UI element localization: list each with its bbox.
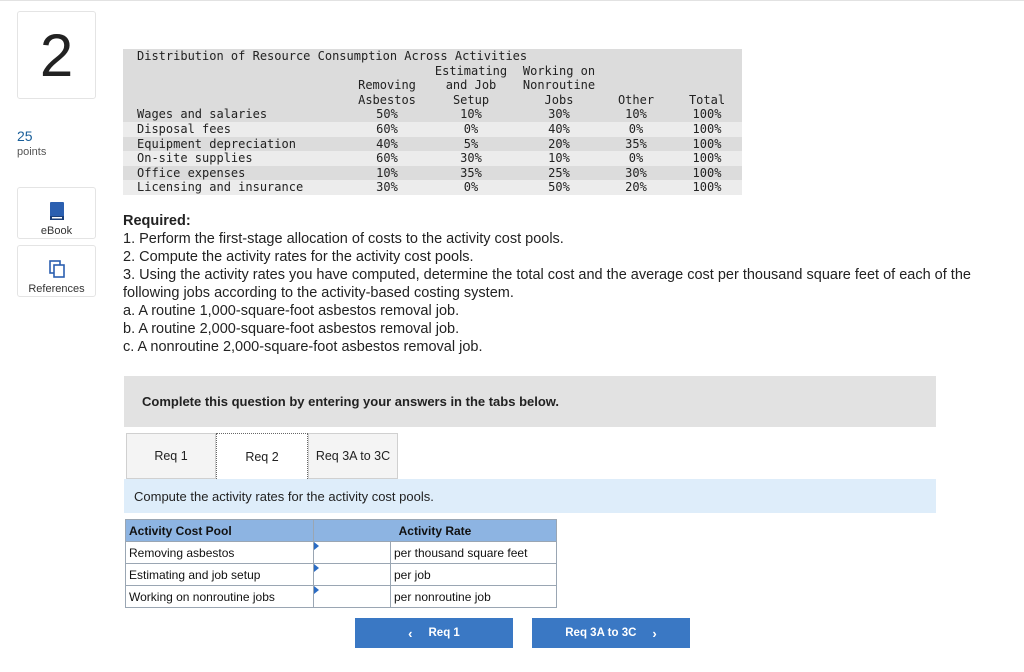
header-other: Other — [617, 92, 655, 107]
cell-value: 0% — [628, 122, 644, 136]
distribution-table — [123, 49, 742, 194]
rate-input-estimating[interactable] — [314, 564, 390, 585]
copy-icon — [48, 259, 66, 279]
cell-value: 40% — [548, 122, 570, 136]
references-button[interactable] — [17, 245, 96, 297]
pool-label: Working on nonroutine jobs — [126, 586, 314, 608]
rate-input-working[interactable] — [314, 586, 390, 607]
instruction-banner: Complete this question by entering your answers in the tabs below. — [124, 376, 936, 427]
required-line: c. A nonroutine 2,000-square-foot asbestos removal job. — [123, 339, 483, 355]
cell-value: 100% — [692, 151, 722, 166]
cell-value: 60% — [376, 151, 398, 166]
rate-unit: per job — [391, 564, 557, 586]
cell-value: 100% — [692, 165, 722, 180]
tab-req-3a-to-3c[interactable]: Req 3A to 3C — [308, 433, 398, 479]
row-label: Licensing and insurance — [137, 180, 304, 195]
distribution-title: Distribution of Resource Consumption Across Activities — [137, 49, 528, 63]
cell-value: 100% — [692, 122, 722, 136]
table-header-row — [126, 520, 557, 542]
book-icon — [48, 201, 66, 221]
table-row — [126, 586, 557, 608]
input-flag-icon — [314, 542, 319, 550]
next-tab-label: Req 3A to 3C — [565, 627, 637, 639]
row-label: Equipment depreciation — [137, 136, 296, 151]
tab-bar — [126, 433, 398, 479]
cell-value: 20% — [548, 136, 570, 151]
cell-value: 30% — [548, 107, 570, 122]
tab-req-1[interactable]: Req 1 — [126, 433, 216, 479]
row-label: Disposal fees — [137, 122, 231, 136]
row-label: On-site supplies — [137, 151, 253, 166]
header-total: Total — [688, 92, 726, 107]
required-heading: Required: — [123, 213, 191, 229]
question-number: 2 — [17, 11, 96, 99]
cell-value: 10% — [625, 107, 647, 122]
references-label: References — [28, 283, 85, 295]
ebook-button[interactable] — [17, 187, 96, 239]
cell-value: 30% — [460, 151, 482, 166]
input-flag-icon — [314, 564, 319, 572]
pool-label: Estimating and job setup — [126, 564, 314, 586]
cell-value: 100% — [692, 107, 722, 122]
required-section — [123, 212, 1013, 356]
required-line: 2. Compute the activity rates for the activity cost pools. — [123, 249, 474, 265]
top-divider — [0, 0, 1024, 1]
tab-req-2[interactable]: Req 2 — [216, 433, 308, 479]
cell-value: 35% — [460, 165, 482, 180]
required-line: a. A routine 1,000-square-foot asbestos removal job. — [123, 303, 460, 319]
prev-tab-button[interactable] — [355, 618, 513, 648]
chevron-right-icon: › — [652, 625, 657, 641]
activity-rate-table — [125, 519, 557, 608]
cell-value: 30% — [376, 180, 398, 195]
header-working: Working on Nonroutine Jobs — [522, 63, 596, 107]
rate-input-removing[interactable] — [314, 542, 390, 563]
cell-value: 0% — [463, 122, 479, 136]
prev-tab-label: Req 1 — [428, 627, 460, 639]
header-estimating: Estimating and Job Setup — [434, 63, 508, 107]
cell-value: 20% — [625, 180, 647, 195]
cell-value: 5% — [463, 136, 479, 151]
rate-unit: per thousand square feet — [391, 542, 557, 564]
input-flag-icon — [314, 586, 319, 594]
cell-value: 100% — [692, 136, 722, 151]
rate-cell — [314, 586, 391, 608]
cell-value: 50% — [548, 180, 570, 195]
required-line: 3. Using the activity rates you have computed, determine the total cost and the average cost per thousand square feet of each of the following jobs according to the activity-based costing system. — [123, 267, 971, 301]
cell-value: 40% — [376, 136, 398, 151]
table-row — [126, 564, 557, 586]
next-tab-button[interactable] — [532, 618, 690, 648]
points-label: points — [17, 146, 47, 158]
header-activity-cost-pool: Activity Cost Pool — [126, 520, 314, 542]
rate-unit: per nonroutine job — [391, 586, 557, 608]
cell-value: 35% — [625, 136, 647, 151]
row-label: Wages and salaries — [137, 107, 268, 122]
cell-value: 60% — [376, 122, 398, 136]
chevron-left-icon: ‹ — [408, 625, 413, 641]
cell-value: 0% — [463, 180, 479, 195]
row-label: Office expenses — [137, 165, 246, 180]
tab-prompt: Compute the activity rates for the activity cost pools. — [124, 479, 936, 513]
cell-value: 25% — [548, 165, 570, 180]
header-removing: Removing Asbestos — [358, 78, 416, 107]
pool-label: Removing asbestos — [126, 542, 314, 564]
required-line: b. A routine 2,000-square-foot asbestos removal job. — [123, 321, 460, 337]
points-value: 25 — [17, 128, 33, 144]
cell-value: 30% — [625, 165, 647, 180]
cell-value: 10% — [460, 107, 482, 122]
ebook-label: eBook — [40, 225, 73, 237]
table-row — [126, 542, 557, 564]
rate-cell — [314, 542, 391, 564]
header-activity-rate: Activity Rate — [314, 520, 557, 542]
cell-value: 10% — [376, 165, 398, 180]
cell-value: 0% — [628, 151, 644, 166]
cell-value: 50% — [376, 107, 398, 122]
cell-value: 100% — [692, 180, 722, 195]
rate-cell — [314, 564, 391, 586]
required-line: 1. Perform the first-stage allocation of costs to the activity cost pools. — [123, 231, 564, 247]
cell-value: 10% — [548, 151, 570, 166]
